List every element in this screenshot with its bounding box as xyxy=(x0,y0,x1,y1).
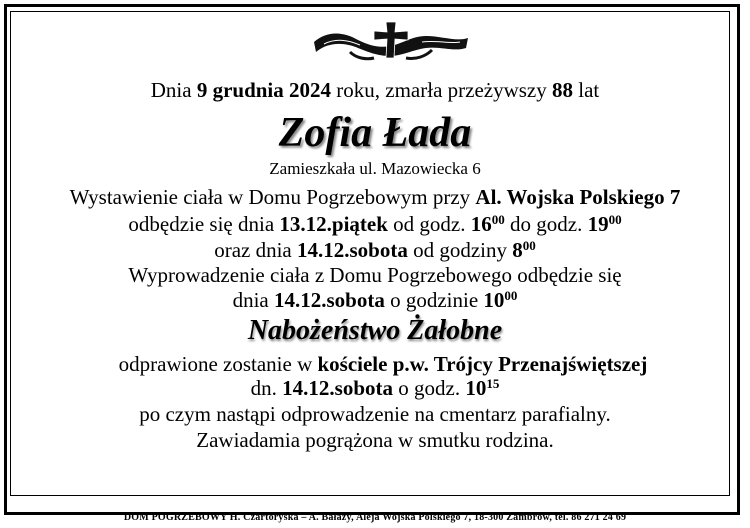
service-date: 14.12.sobota xyxy=(282,376,393,400)
time-minute: 00 xyxy=(522,237,536,253)
text: dn. xyxy=(250,376,283,400)
procession-date: 14.12.sobota xyxy=(273,288,385,312)
time-hour: 10 xyxy=(465,376,487,400)
age: 88 xyxy=(552,78,573,102)
viewing-place: Al. Wojska Polskiego 7 xyxy=(475,185,681,209)
service-line-3: po czym nastąpi odprowadzenie na cmentarz parafialny. xyxy=(139,402,611,426)
text: o godz. xyxy=(393,376,466,400)
time-minute: 00 xyxy=(608,211,622,227)
cross-with-ribbon-icon xyxy=(310,18,470,66)
service-title: Nabożeństwo Żałobne xyxy=(247,315,503,346)
time-hour: 16 xyxy=(470,212,492,236)
death-prefix: Dnia xyxy=(150,78,197,102)
text: odbędzie się dnia xyxy=(128,212,280,236)
text: oraz dnia xyxy=(214,238,297,262)
viewing-text: Wystawienie ciała w Domu Pogrzebowym przy xyxy=(69,185,476,209)
viewing-date-2: 14.12.sobota xyxy=(297,238,408,262)
viewing-line-3 xyxy=(0,237,750,262)
church-name: kościele p.w. Trójcy Przenajświętszej xyxy=(317,352,648,376)
time-minute: 00 xyxy=(504,287,518,303)
text: dnia xyxy=(232,288,274,312)
deceased-address: Zamieszkała ul. Mazowiecka 6 xyxy=(269,159,481,178)
service-line-1 xyxy=(0,354,750,375)
text: o godzinie xyxy=(384,288,484,312)
deceased-name: Zofia Łada xyxy=(278,110,472,156)
time-hour: 8 xyxy=(512,238,523,262)
procession-line-2 xyxy=(0,287,750,312)
time-minute: 00 xyxy=(491,211,505,227)
text: odprawione zostanie w xyxy=(118,352,318,376)
death-mid: roku, zmarła przeżywszy xyxy=(331,78,552,102)
service-line-2 xyxy=(0,375,750,400)
funeral-home-footer: DOM POGRZEBOWY H. Czartoryska – A. Bałazy, Aleja Wojska Polskiego 7, 18-300 Zambrów, tel. 86 271 24 69 xyxy=(123,512,627,523)
time-hour: 19 xyxy=(587,212,609,236)
text: od godz. xyxy=(387,212,471,236)
text: od godziny xyxy=(407,238,513,262)
time-hour: 10 xyxy=(483,288,505,312)
death-announcement xyxy=(0,80,750,101)
text: do godz. xyxy=(504,212,588,236)
time-minute: 15 xyxy=(486,375,500,391)
viewing-line-1 xyxy=(0,187,750,208)
procession-line-1: Wyprowadzenie ciała z Domu Pogrzebowego odbędzie się xyxy=(128,263,622,287)
viewing-date-1: 13.12.piątek xyxy=(279,212,388,236)
age-suffix: lat xyxy=(573,78,600,102)
family-notice: Zawiadamia pogrążona w smutku rodzina. xyxy=(196,428,554,452)
viewing-line-2 xyxy=(0,211,750,236)
death-date: 9 grudnia 2024 xyxy=(196,78,332,102)
